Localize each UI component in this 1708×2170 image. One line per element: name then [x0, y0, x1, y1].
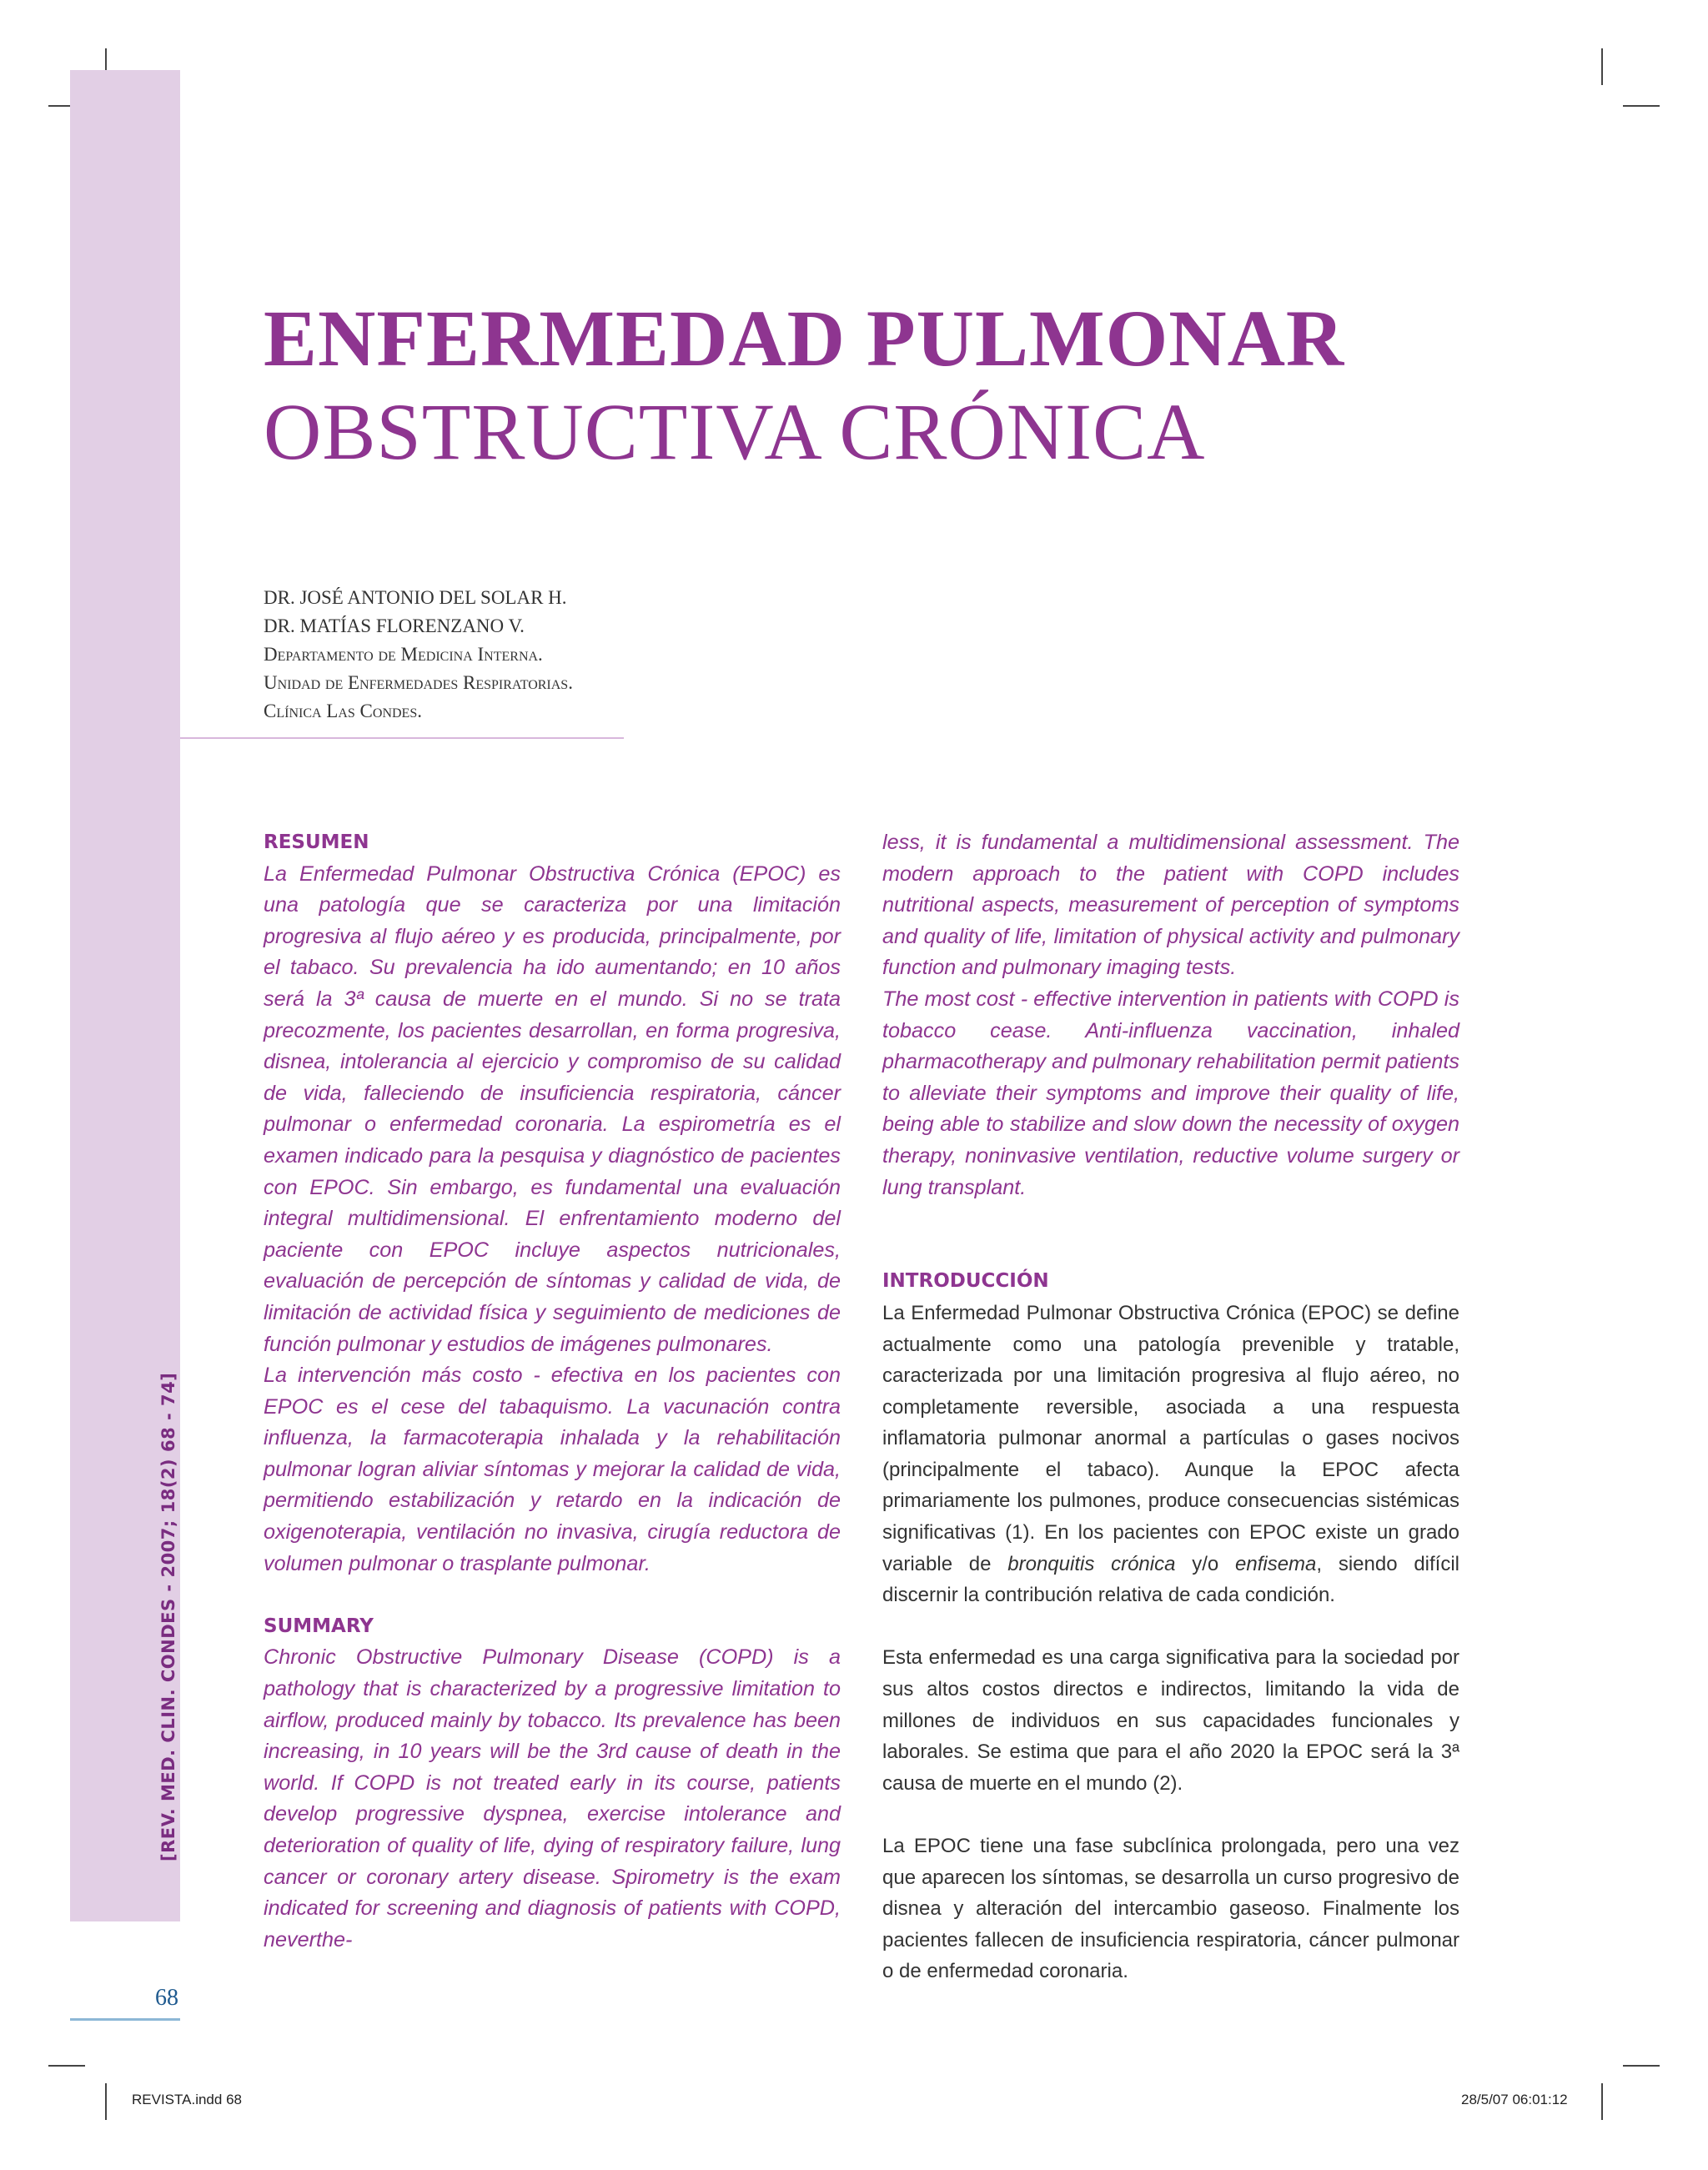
- summary-paragraph: less, it is fundamental a multidimensional assessment. The modern approach to the patient with COPD includes nutritional aspects, measurement of perception of symptoms and quality of life, limitation of physical activity and pulmonary function and pulmonary imaging tests.: [882, 831, 1459, 980]
- author-name: DR. MATÍAS FLORENZANO V.: [264, 615, 525, 636]
- introduccion-heading: INTRODUCCIÓN: [882, 1270, 1049, 1293]
- title-line-2: OBSTRUCTIVA CRÓNICA: [264, 387, 1206, 476]
- crop-mark: [1601, 2083, 1603, 2120]
- title-line-1: ENFERMEDAD PULMONAR: [264, 294, 1345, 383]
- summary-paragraph: Chronic Obstructive Pulmonary Disease (COPD) is a pathology that is characterized by a progressive limitation to airflow, produced mainly by tobacco. Its prevalence has been increasing, in 10 years will be the 3rd cause of death in the world. If COPD is not treated early in its course, patients develop progressive dyspnea, exercise intolerance and deterioration of quality of life, dying of respiratory failure, lung cancer or coronary artery disease. Spirometry is the exam indicated for screening and diagnosis of patients with COPD, neverthe-: [264, 1645, 841, 1951]
- resumen-paragraph: La Enfermedad Pulmonar Obstructiva Crónica (EPOC) es una patología que se caracteriza por una limitación progresiva al flujo aéreo y es producida, principalmente, por el tabaco. Su prevalencia ha ido aumentando; en 10 años será la 3ª causa de muerte en el mundo. Si no se trata precozmente, los pacientes desarrollan, en forma progresiva, disnea, intolerancia al ejercicio y compromiso de su calidad de vida, falleciendo de insuficiencia respiratoria, cáncer pulmonar o enfermedad coronaria. La espirometría es el examen indicado para la pesquisa y diagnóstico de pacientes con EPOC. Sin embargo, es fundamental una evaluación integral multidimensional. El enfrentamiento moderno del paciente con EPOC incluye aspectos nutricionales, evaluación de percepción de síntomas y calidad de vida, de limitación de actividad física y seguimiento de mediciones de función pulmonar y estudios de imágenes pulmonares.: [264, 861, 841, 1356]
- page-number: 68: [155, 1985, 178, 2011]
- summary-heading: SUMMARY: [264, 1615, 374, 1637]
- affiliation: Unidad de Enfermedades Respiratorias.: [264, 672, 573, 693]
- introduccion-paragraph: Esta enfermedad es una carga significativa para la sociedad por sus altos costos directos e indirectos, limitando la vida de millones de individuos en sus capacidades funcionales y laborales. Se estima que para el año 2020 la EPOC será la 3ª causa de muerte en el mundo (2).: [882, 1646, 1459, 1795]
- author-block: [264, 584, 573, 726]
- crop-mark: [1623, 105, 1660, 107]
- crop-mark: [1601, 48, 1603, 85]
- summary-paragraph: The most cost - effective intervention in patients with COPD is tobacco cease. Anti-influenza vaccination, inhaled pharmacotherapy and pulmonary rehabilitation permit patients to alleviate their symptoms and improve their quality of life, being able to stabilize and slow down the necessity of oxygen therapy, noninvasive ventilation, reductive volume surgery or lung transplant.: [882, 987, 1459, 1199]
- slug-timestamp: 28/5/07 06:01:12: [1461, 2092, 1568, 2107]
- page-number-rule: [70, 2018, 180, 2021]
- crop-mark: [105, 2083, 107, 2120]
- author-divider: [180, 737, 624, 739]
- introduccion-paragraph: La EPOC tiene una fase subclínica prolongada, pero una vez que aparecen los síntomas, se desarrolla un curso progresivo de disnea y alteración del intercambio gaseoso. Finalmente los pacientes fallecen de insuficiencia respiratoria, cáncer pulmonar o de enfermedad coronaria.: [882, 1835, 1459, 1983]
- crop-mark: [48, 2065, 85, 2067]
- affiliation: Clínica Las Condes.: [264, 701, 422, 721]
- resumen-heading: RESUMEN: [264, 831, 369, 853]
- slug-file: REVISTA.indd 68: [132, 2092, 242, 2107]
- running-head: [REV. MED. CLIN. CONDES - 2007; 18(2) 68 - 74]: [158, 1372, 178, 1861]
- crop-mark: [1623, 2065, 1660, 2067]
- author-name: DR. JOSÉ ANTONIO DEL SOLAR H.: [264, 587, 567, 608]
- affiliation: Departamento de Medicina Interna.: [264, 644, 543, 665]
- left-column: [264, 827, 841, 1956]
- resumen-paragraph: La intervención más costo - efectiva en los pacientes con EPOC es el cese del tabaquismo. La vacunación contra influenza, la farmacoterapia inhalada y la rehabilitación pulmonar logran aliviar síntomas y mejorar la calidad de vida, permitiendo estabilización y retardo en la indicación de oxigenoterapia, ventilación no invasiva, cirugía reductora de volumen pulmonar o trasplante pulmonar.: [264, 1364, 841, 1575]
- introduccion-paragraph: La Enfermedad Pulmonar Obstructiva Crónica (EPOC) se define actualmente como una patología prevenible y tratable, caracterizada por una limitación progresiva al flujo aéreo, no completamente reversible, asociada a una respuesta inflamatoria pulmonar anormal a partículas o gases nocivos (principalmente el tabaco). Aunque la EPOC afecta primariamente los pulmones, produce consecuencias sistémicas significativas (1). En los pacientes con EPOC existe un grado variable de bronquitis crónica y/o enfisema, siendo difícil discernir la contribución relativa de cada condición.: [882, 1301, 1459, 1607]
- right-column: [882, 827, 1459, 1987]
